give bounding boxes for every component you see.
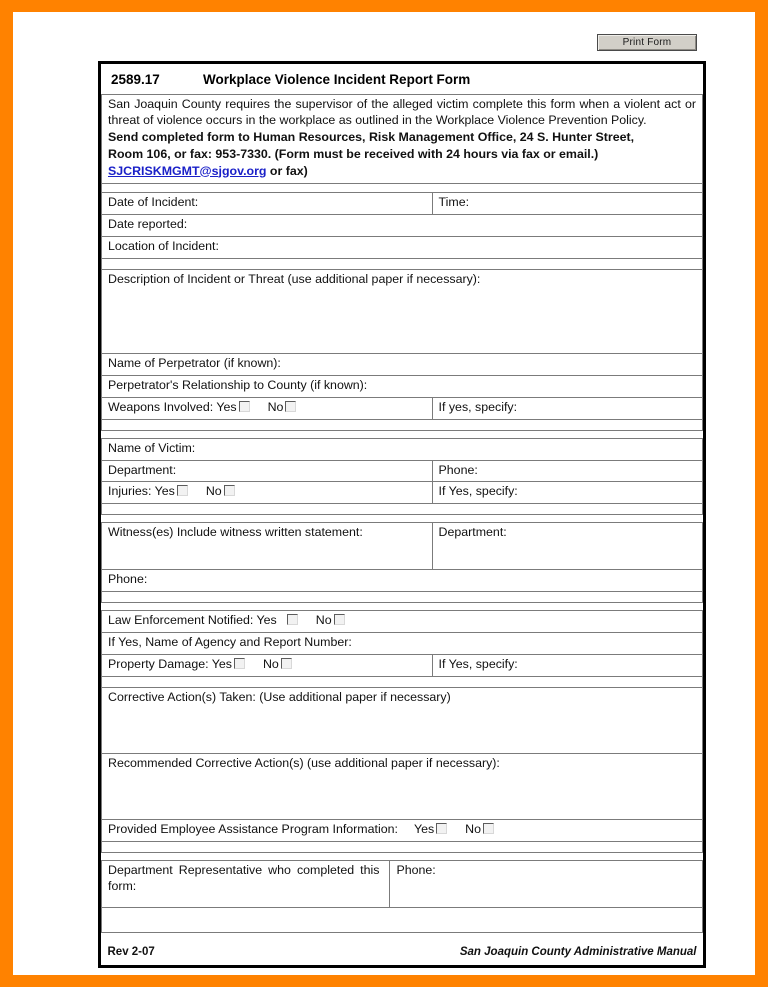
injuries-no-label: No [205, 484, 222, 499]
send-line-2: Room 106, or fax: 953-7330. (Form must be received with 24 hours via fax or email.) [108, 146, 599, 161]
field-date-reported[interactable]: Date reported: [102, 215, 703, 237]
field-name-of-victim[interactable]: Name of Victim: [102, 438, 703, 460]
row-dept-rep-blank[interactable] [102, 907, 703, 932]
risk-management-email-link[interactable]: SJCRISKMGMT@sjgov.org [108, 163, 267, 178]
field-weapons-involved[interactable] [102, 397, 433, 419]
field-dept-representative[interactable]: Department Representative who completed this form: [102, 860, 390, 907]
field-weapons-specify-continued[interactable] [102, 419, 703, 430]
intro-row [102, 95, 703, 184]
law-enforcement-yes-checkbox[interactable] [287, 614, 298, 625]
field-witness-phone[interactable]: Phone: [102, 570, 703, 592]
field-property-damage[interactable] [102, 654, 433, 676]
property-damage-no-checkbox[interactable] [281, 658, 292, 669]
field-corrective-actions-taken[interactable]: Corrective Action(s) Taken: (Use additional paper if necessary) [102, 687, 703, 753]
field-perpetrator-relationship[interactable]: Perpetrator's Relationship to County (if known): [102, 375, 703, 397]
row-property-damage[interactable] [102, 654, 703, 676]
field-property-damage-specify[interactable]: If Yes, specify: [432, 654, 702, 676]
field-injuries[interactable] [102, 482, 433, 504]
row-perpetrator-name[interactable] [102, 354, 703, 376]
field-eap-continued[interactable] [102, 841, 703, 852]
row-dept-representative[interactable] [102, 860, 703, 907]
injuries-no-checkbox[interactable] [224, 485, 235, 496]
row-eap[interactable] [102, 819, 703, 841]
weapons-no-label: No [267, 399, 284, 414]
spacer-row-4 [102, 603, 703, 611]
eap-yes-checkbox[interactable] [436, 823, 447, 834]
field-location-of-incident[interactable]: Location of Incident: [102, 237, 703, 259]
row-witness-blank[interactable] [102, 592, 703, 603]
field-name-of-perpetrator[interactable]: Name of Perpetrator (if known): [102, 354, 703, 376]
print-toolbar [13, 12, 755, 60]
field-law-enforcement[interactable] [102, 611, 703, 633]
weapons-no-checkbox[interactable] [285, 401, 296, 412]
row-date-reported[interactable] [102, 215, 703, 237]
print-form-button[interactable]: Print Form [597, 34, 697, 51]
field-witness-department[interactable]: Department: [432, 523, 702, 570]
form-number: 2589.17 [111, 72, 160, 87]
field-location-continued[interactable] [102, 259, 703, 270]
field-witness-phone-continued[interactable] [102, 592, 703, 603]
property-damage-yes-checkbox[interactable] [234, 658, 245, 669]
law-enforcement-no-label: No [315, 613, 332, 628]
send-line-1: Send completed form to Human Resources, Risk Management Office, 24 S. Hunter Street, [108, 129, 635, 144]
row-witnesses[interactable] [102, 523, 703, 570]
weapons-yes-checkbox[interactable] [239, 401, 250, 412]
field-recommended-corrective[interactable]: Recommended Corrective Action(s) (use additional paper if necessary): [102, 753, 703, 819]
row-victim-dept-phone[interactable] [102, 460, 703, 482]
field-agency-report-number[interactable]: If Yes, Name of Agency and Report Number: [102, 633, 703, 655]
intro-cell [102, 95, 703, 184]
intro-paragraph: San Joaquin County requires the supervisor of the alleged victim complete this form when a violent act or threat of violence occurs in the workplace as outlined in the Workplace Violence Prevention Policy. [108, 97, 696, 127]
row-victim-name[interactable] [102, 438, 703, 460]
row-perpetrator-relationship[interactable] [102, 375, 703, 397]
field-victim-department[interactable]: Department: [102, 460, 433, 482]
eap-no-checkbox[interactable] [483, 823, 494, 834]
row-description[interactable] [102, 270, 703, 354]
weapons-label: Weapons Involved: Yes [108, 399, 237, 414]
row-property-blank[interactable] [102, 676, 703, 687]
injuries-label: Injuries: Yes [108, 484, 175, 499]
field-date-of-incident[interactable]: Date of Incident: [102, 193, 433, 215]
row-location[interactable] [102, 237, 703, 259]
row-recommended-corrective[interactable] [102, 753, 703, 819]
field-dept-rep-phone[interactable]: Phone: [390, 860, 703, 907]
field-witnesses[interactable]: Witness(es) Include witness written statement: [102, 523, 433, 570]
row-injuries-blank[interactable] [102, 504, 703, 515]
row-corrective-taken[interactable] [102, 687, 703, 753]
law-enforcement-no-checkbox[interactable] [334, 614, 345, 625]
eap-yes-label: Yes [413, 821, 435, 836]
field-injuries-specify[interactable]: If Yes, specify: [432, 482, 702, 504]
spacer-row-1 [102, 184, 703, 193]
form-title: Workplace Violence Incident Report Form [203, 72, 471, 87]
law-enforcement-label: Law Enforcement Notified: Yes [108, 613, 277, 628]
field-time[interactable]: Time: [432, 193, 702, 215]
injuries-yes-checkbox[interactable] [177, 485, 188, 496]
row-eap-blank[interactable] [102, 841, 703, 852]
row-weapons[interactable] [102, 397, 703, 419]
footer-manual: San Joaquin County Administrative Manual [459, 945, 697, 958]
footer-revision: Rev 2-07 [107, 945, 155, 958]
eap-no-label: No [465, 821, 482, 836]
property-damage-label: Property Damage: Yes [108, 656, 232, 671]
spacer-row-5 [102, 852, 703, 860]
form-header [101, 64, 703, 94]
row-injuries[interactable] [102, 482, 703, 504]
field-injuries-specify-continued[interactable] [102, 504, 703, 515]
property-damage-no-label: No [262, 656, 279, 671]
form-footer [102, 932, 703, 965]
row-location-blank[interactable] [102, 259, 703, 270]
form-body-table [101, 94, 703, 965]
row-date-time[interactable] [102, 193, 703, 215]
row-weapons-blank[interactable] [102, 419, 703, 430]
field-eap[interactable] [102, 819, 703, 841]
spacer-row-3 [102, 515, 703, 523]
field-victim-phone[interactable]: Phone: [432, 460, 702, 482]
field-dept-rep-continued[interactable] [102, 907, 703, 932]
row-law-enforcement[interactable] [102, 611, 703, 633]
document-page [13, 12, 755, 975]
row-agency-report[interactable] [102, 633, 703, 655]
row-witness-phone[interactable] [102, 570, 703, 592]
spacer-row-2 [102, 430, 703, 438]
field-property-specify-continued[interactable] [102, 676, 703, 687]
email-suffix: or fax) [266, 163, 308, 178]
incident-report-form [98, 61, 706, 968]
field-description[interactable]: Description of Incident or Threat (use additional paper if necessary): [102, 270, 703, 354]
field-weapons-specify[interactable]: If yes, specify: [432, 397, 702, 419]
eap-label: Provided Employee Assistance Program Information: [108, 821, 398, 836]
